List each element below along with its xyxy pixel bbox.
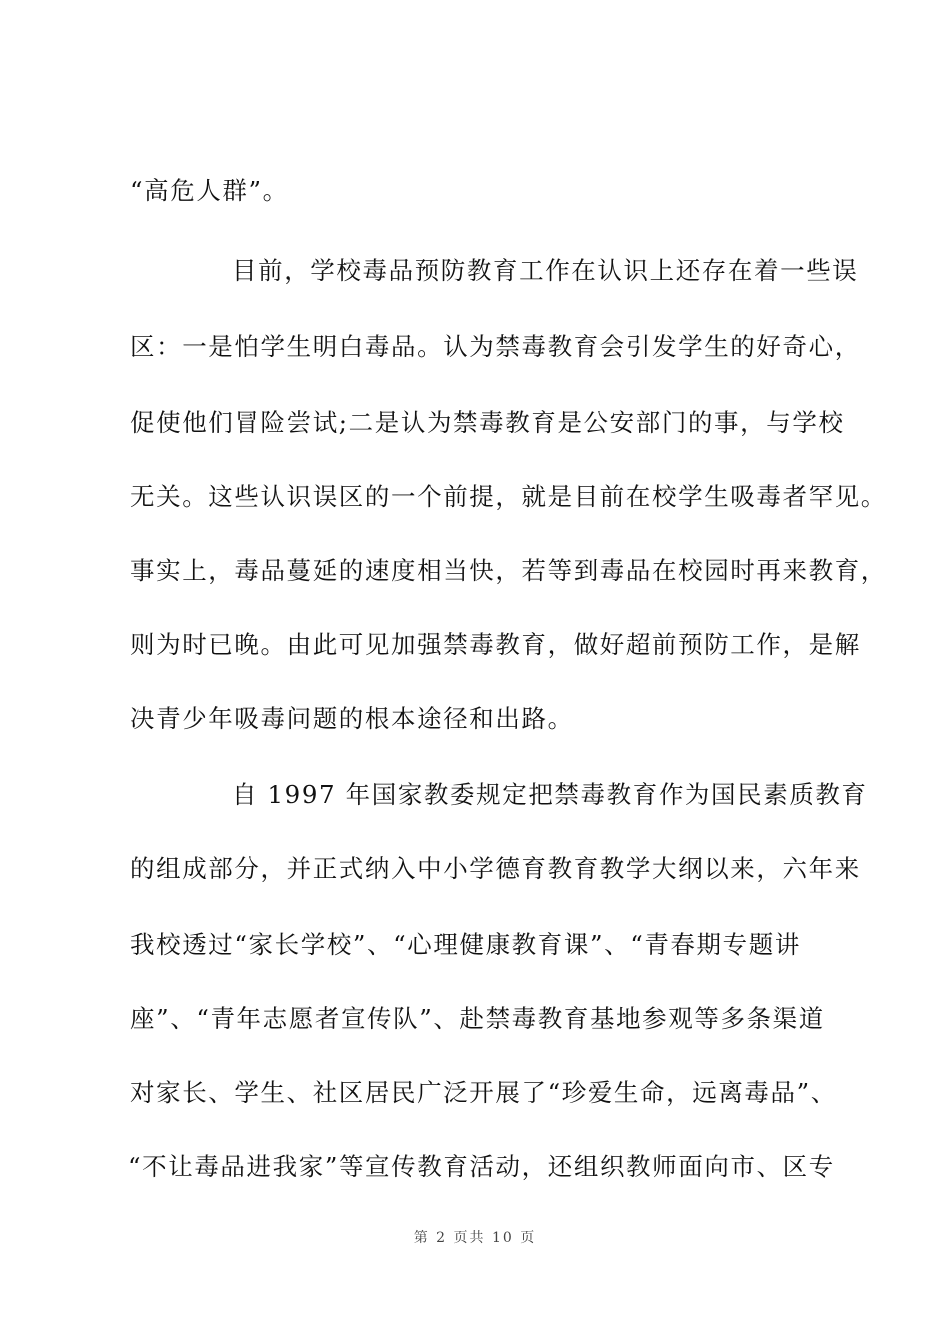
text-line: “不让毒品进我家”等宣传教育活动，还组织教师面向市、区专 (128, 1152, 835, 1181)
text-line: “高危人群”。 (130, 176, 289, 205)
text-line: 决青少年吸毒问题的根本途径和出路。 (130, 704, 574, 733)
text-line: 无关。这些认识误区的一个前提，就是目前在校学生吸毒者罕见。 (130, 482, 887, 511)
paragraph-first-line: 目前，学校毒品预防教育工作在认识上还存在着一些误 (232, 256, 859, 285)
text-line: 促使他们冒险尝试;二是认为禁毒教育是公安部门的事，与学校 (130, 408, 845, 437)
text-line: 的组成部分，并正式纳入中小学德育教育教学大纲以来，六年来 (130, 854, 861, 883)
text-line: 对家长、学生、社区居民广泛开展了“珍爱生命，远离毒品”、 (130, 1078, 837, 1107)
text-line: 则为时已晚。由此可见加强禁毒教育，做好超前预防工作，是解 (130, 630, 861, 659)
text-line: 区：一是怕学生明白毒品。认为禁毒教育会引发学生的好奇心， (130, 332, 861, 361)
text-line: 我校透过“家长学校”、“心理健康教育课”、“青春期专题讲 (130, 930, 801, 959)
page-number-footer: 第 2 页共 10 页 (413, 1230, 537, 1246)
paragraph-first-line: 自 1997 年国家教委规定把禁毒教育作为国民素质教育 (232, 780, 868, 809)
text-line: 事实上，毒品蔓延的速度相当快，若等到毒品在校园时再来教育， (130, 556, 887, 585)
text-line: 座”、“青年志愿者宣传队”、赴禁毒教育基地参观等多条渠道 (130, 1004, 825, 1033)
